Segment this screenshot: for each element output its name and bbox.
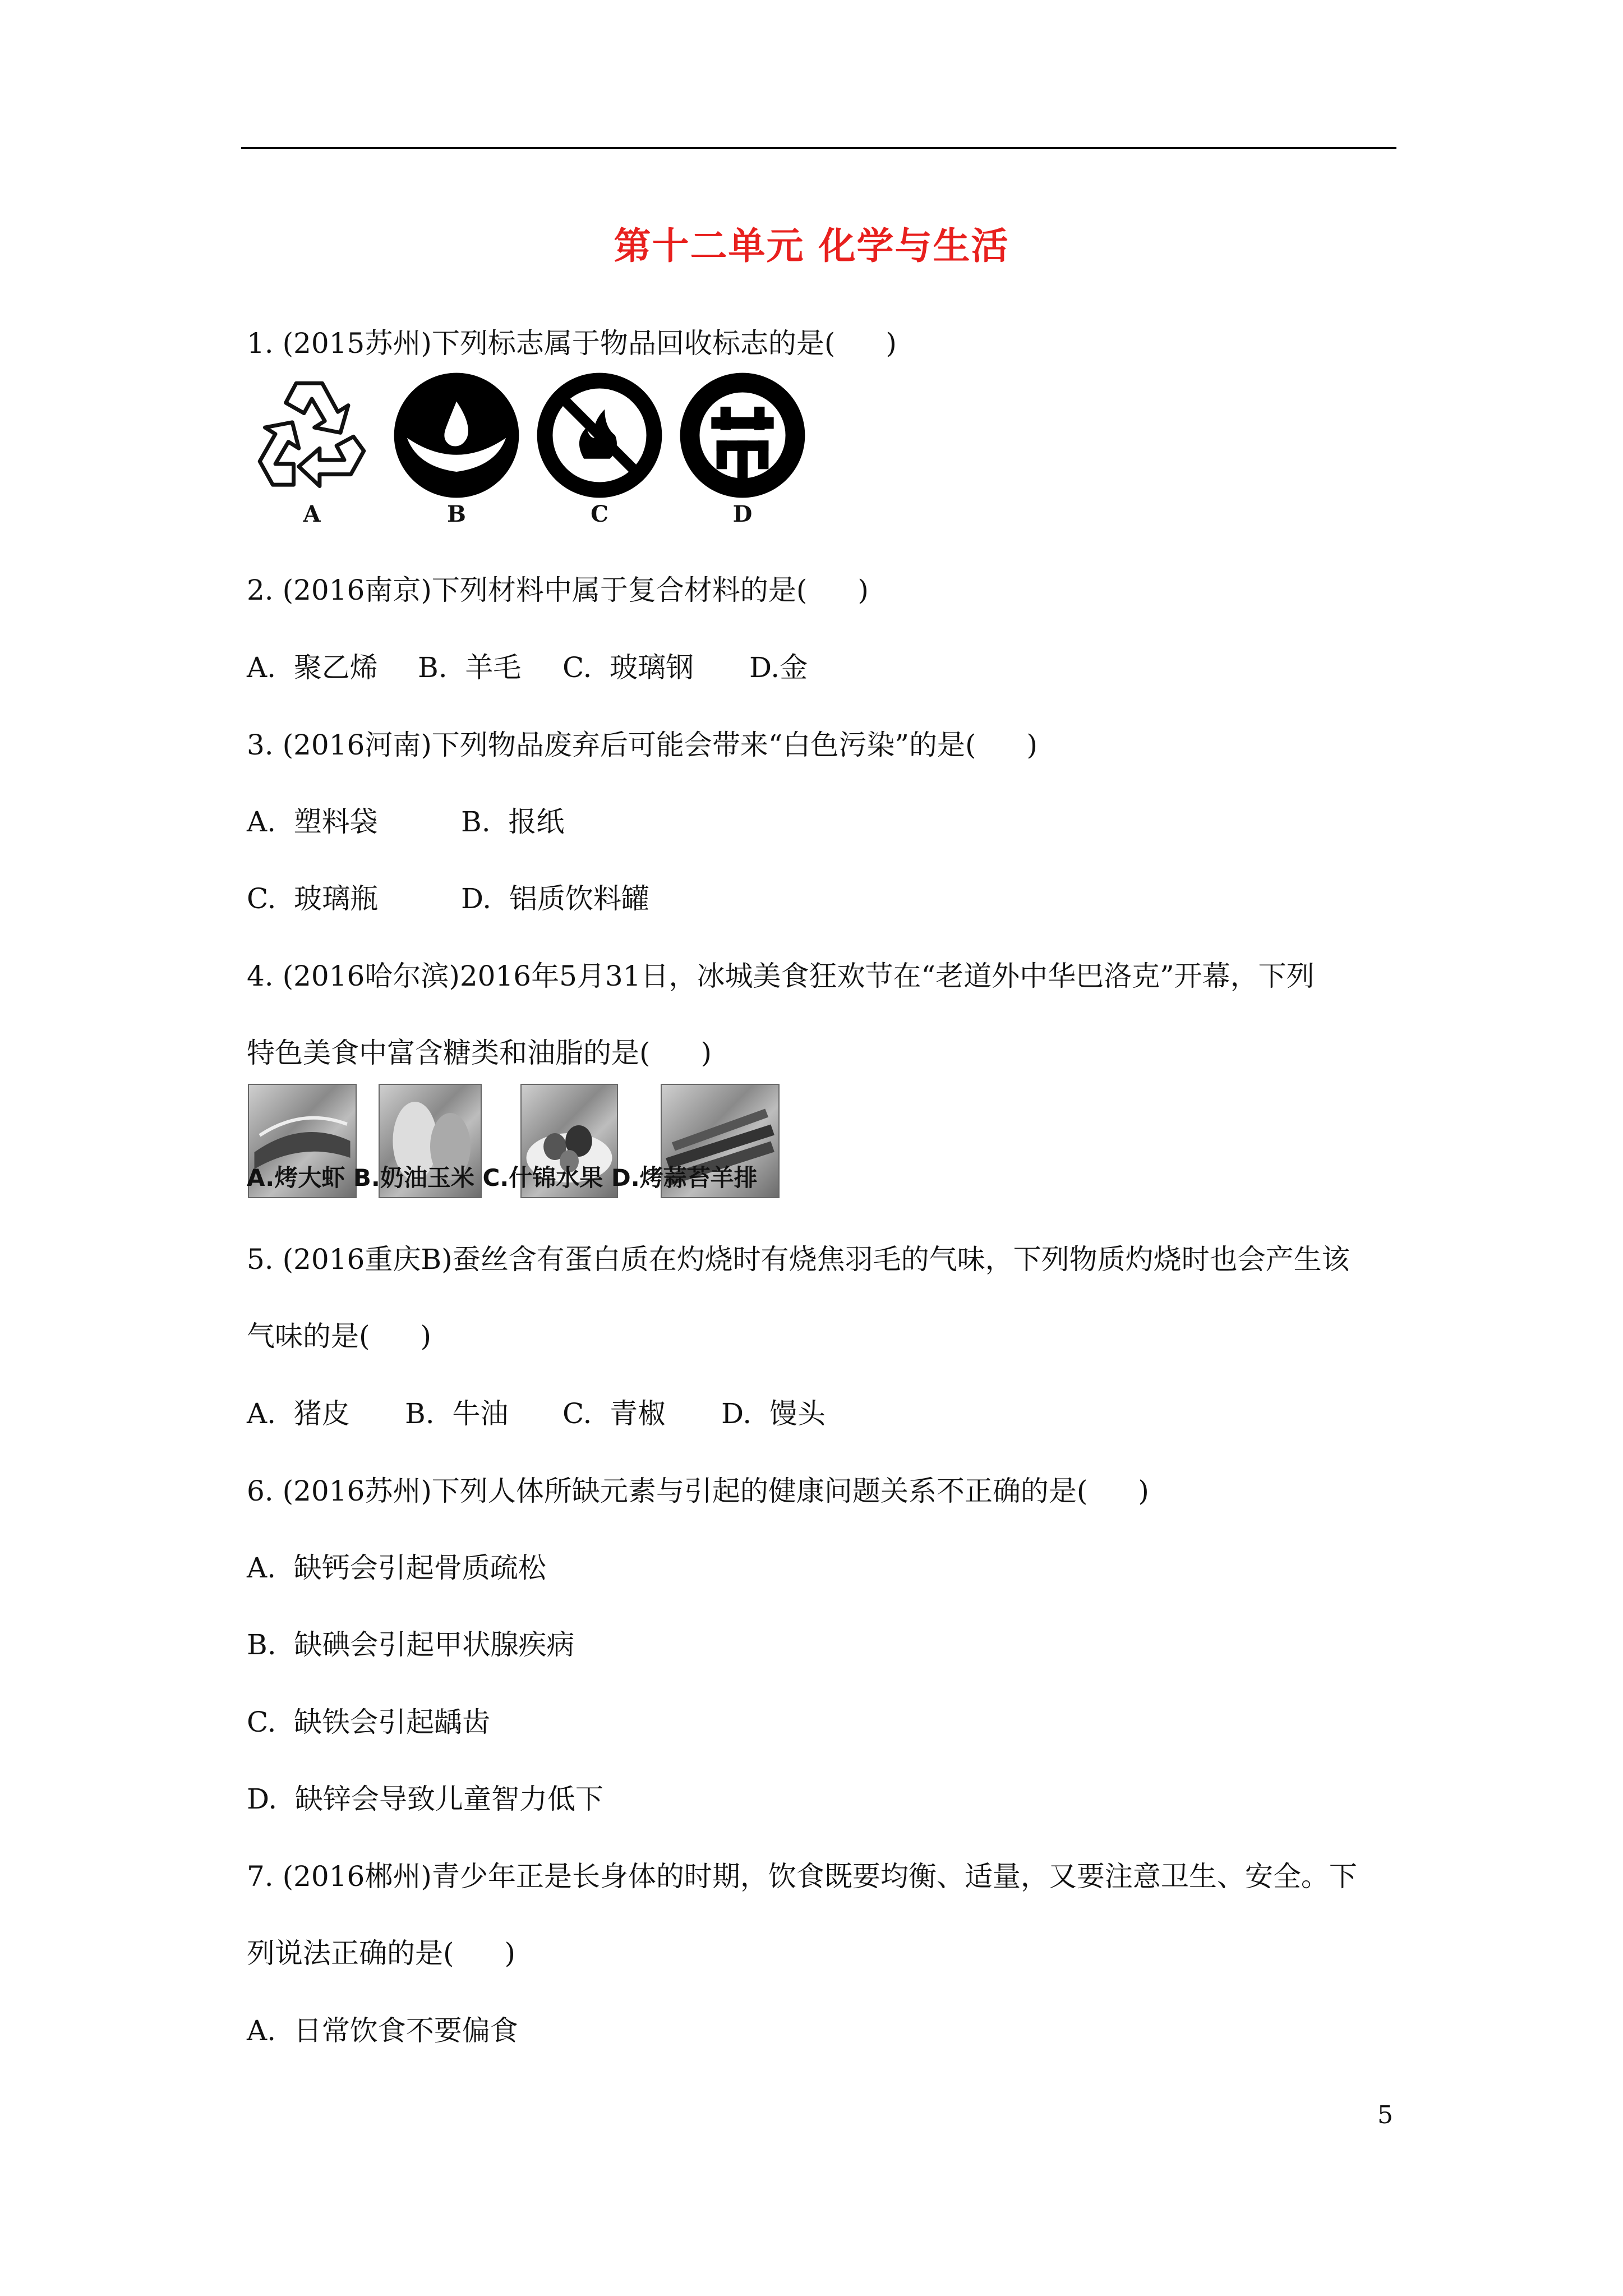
- option: D. 铝质饮料罐: [461, 882, 649, 915]
- page-number: 5: [1377, 2101, 1393, 2129]
- option: C. 玻璃钢: [562, 651, 694, 684]
- option: B. 牛油: [405, 1397, 509, 1430]
- question-1: 1. (2015苏州)下列标志属于物品回收标志的是( ): [247, 327, 897, 360]
- question-7: 7. (2016郴州)青少年正是长身体的时期，饮食既要均衡、适量，又要注意卫生、安全。下: [247, 1860, 1357, 1893]
- option: B. 缺碘会引起甲状腺疾病: [247, 1628, 575, 1661]
- question-1-text: 1. (2015苏州)下列标志属于物品回收标志的是(: [247, 327, 836, 360]
- option: A. 猪皮: [247, 1397, 350, 1430]
- green-food-icon: [677, 370, 808, 500]
- option: A. 塑料袋: [247, 806, 378, 838]
- option-label-b: B: [447, 501, 466, 527]
- question-5: 5. (2016重庆B)蚕丝含有蛋白质在灼烧时有烧焦羽毛的气味，下列物质灼烧时也会产生该: [247, 1243, 1350, 1276]
- option: D. 馒头: [721, 1397, 826, 1430]
- option: D.金: [749, 651, 808, 684]
- food-captions: A.烤大虾 B.奶油玉米 C.什锦水果 D.烤蒜苔羊排: [247, 1164, 758, 1191]
- option: A. 日常饮食不要偏食: [247, 2014, 518, 2047]
- option: A. 聚乙烯: [247, 651, 378, 684]
- recycle-icon: [247, 370, 377, 500]
- question-3: 3. (2016河南)下列物品废弃后可能会带来“白色污染”的是( ): [247, 729, 1038, 761]
- question-6: 6. (2016苏州)下列人体所缺元素与引起的健康问题关系不正确的是( ): [247, 1475, 1149, 1507]
- option: C. 玻璃瓶: [247, 882, 379, 915]
- question-2-text: 2. (2016南京)下列材料中属于复合材料的是(: [247, 574, 808, 606]
- page-title: 第十二单元 化学与生活: [614, 224, 1009, 268]
- option: B. 报纸: [461, 806, 565, 838]
- question-7-continued: 列说法正确的是( ): [247, 1937, 516, 1970]
- option: C. 缺铁会引起龋齿: [247, 1706, 491, 1738]
- question-4: 4. (2016哈尔滨)2016年5月31日，冰城美食狂欢节在“老道外中华巴洛克”开幕，下列: [247, 960, 1315, 992]
- option-label-a: A: [303, 501, 321, 527]
- option-label-d: D: [732, 501, 753, 527]
- option: A. 缺钙会引起骨质疏松: [247, 1552, 546, 1584]
- option-label-c: C: [591, 501, 608, 527]
- option: D. 缺锌会导致儿童智力低下: [247, 1783, 603, 1815]
- option: C. 青椒: [562, 1397, 666, 1430]
- water-drop-eye-icon: [391, 370, 522, 500]
- question-6-text: 6. (2016苏州)下列人体所缺元素与引起的健康问题关系不正确的是(: [247, 1475, 1088, 1507]
- question-4-continued: 特色美食中富含糖类和油脂的是( ): [247, 1037, 712, 1069]
- header-rule: [241, 147, 1396, 149]
- question-2: 2. (2016南京)下列材料中属于复合材料的是( ): [247, 574, 869, 606]
- no-fire-icon: [534, 370, 665, 500]
- question-3-text: 3. (2016河南)下列物品废弃后可能会带来“白色污染”的是(: [247, 729, 976, 761]
- question-5-continued: 气味的是( ): [247, 1320, 432, 1352]
- option: B. 羊毛: [418, 651, 522, 684]
